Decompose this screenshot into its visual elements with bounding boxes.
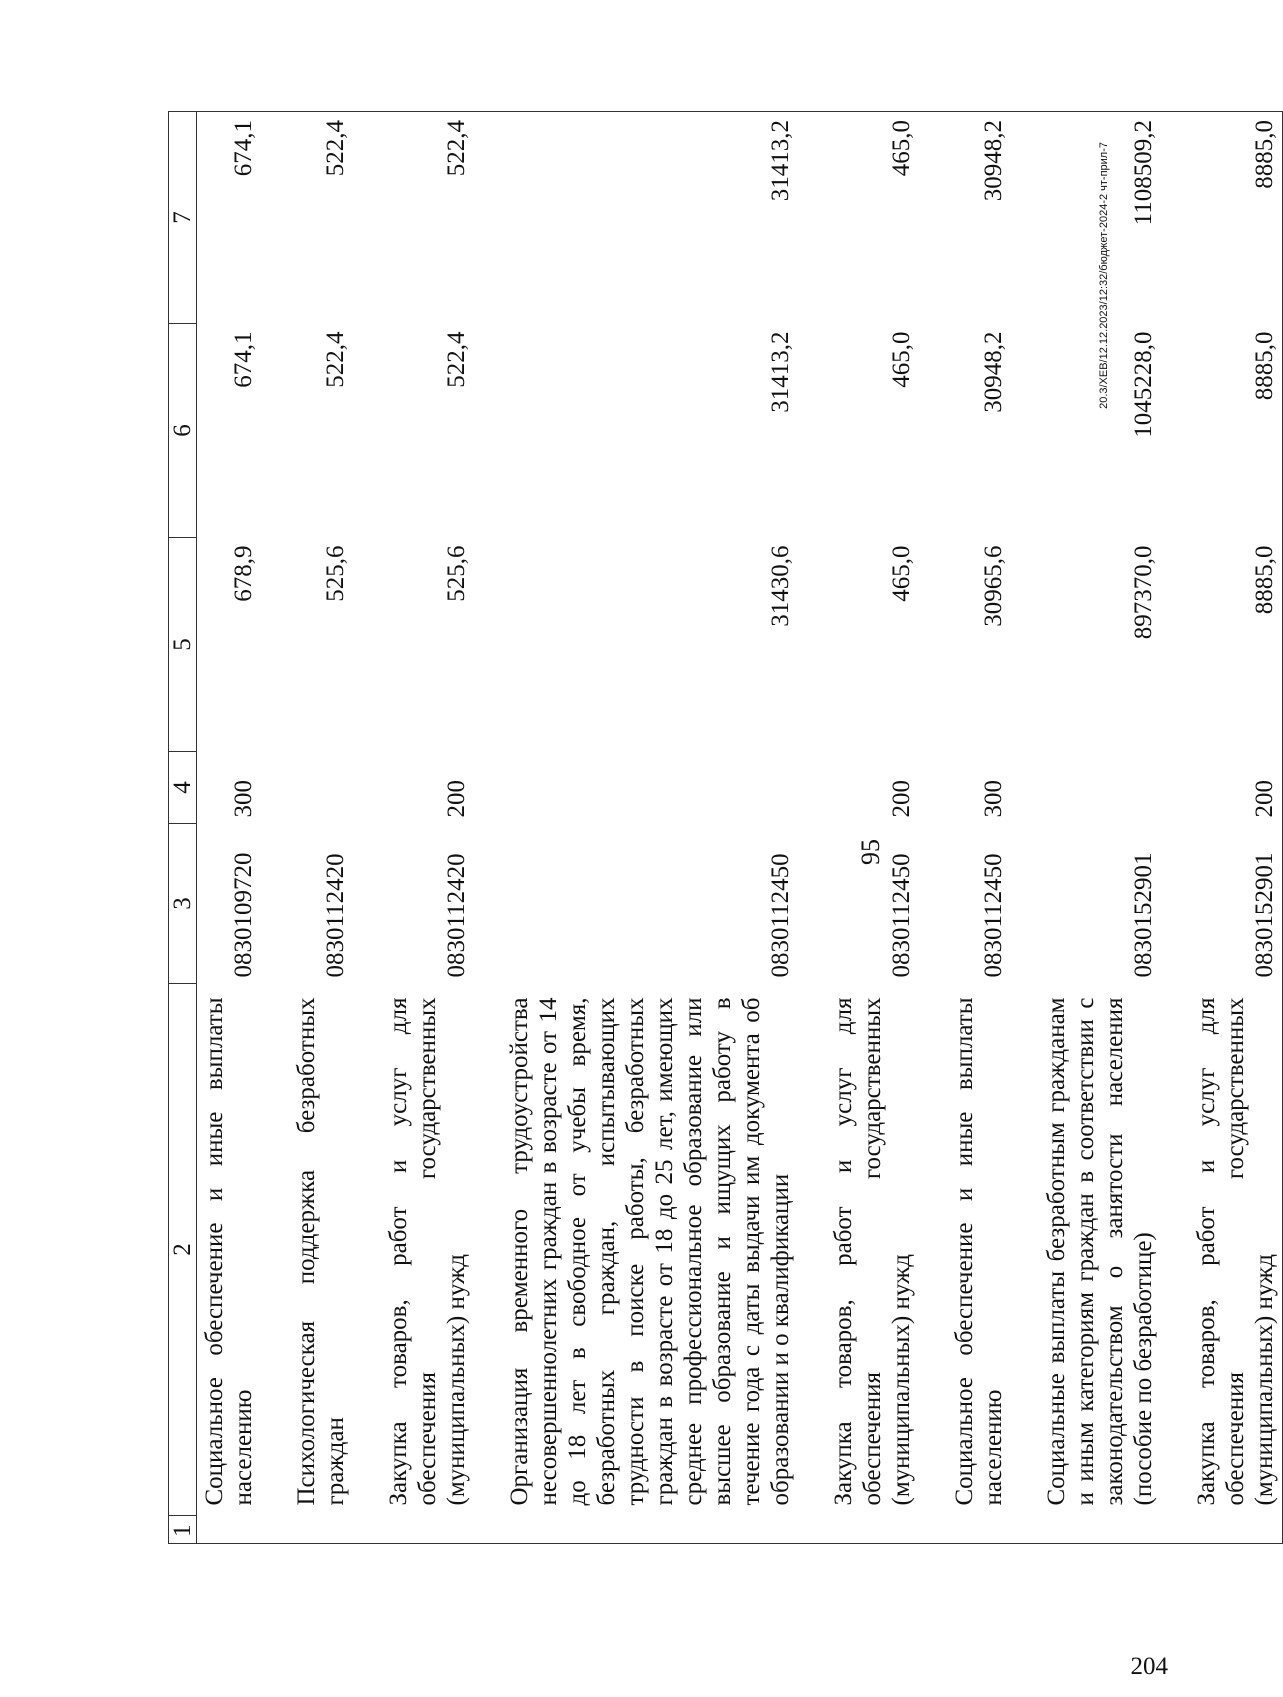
row-spacer [474, 112, 502, 1544]
row-cell-v6: 522,4 [443, 331, 470, 388]
row-cell-name: Закупка товаров, работ и услуг для обеспечения государственных (муниципальных) нужд [385, 997, 470, 1506]
row-cell-type: 300 [230, 780, 257, 818]
row-cell-col-1 [197, 1516, 262, 1544]
row-cell-name: Организация временного трудоустройства несовершеннолетних граждан в возрасте от 14 до 18 лет в свободное от учебы время, безработных граждан, испытывающих трудности в поиске работы, безработных граждан в возрасте от 18 до 25 лет, имеющих среднее профессиональное образование или высшее образование и ищущих работу в течение года с даты выдачи им документа об образовании и о квалификации [506, 997, 794, 1506]
header-col-6: 6 [169, 324, 197, 538]
rotated-sheet [48, 82, 1278, 1622]
row-cell-name: Психологическая поддержка безработных граждан [293, 997, 349, 1506]
row-cell-v5: 31430,6 [767, 545, 794, 627]
footer-code: 20.3/ХЕВ/12.12.2023/12:32/бюджет-2024-2 чт-прил-7 [1098, 142, 1110, 409]
row-cell-v5: 8885,0 [1189, 538, 1283, 752]
row-cell-col-1 [1189, 1516, 1283, 1544]
row-cell-type [289, 752, 353, 824]
row-spacer [1011, 112, 1039, 1544]
row-cell-v7: 31413,2 [502, 112, 798, 324]
row-cell-v5: 678,9 [230, 545, 257, 602]
table-row [197, 112, 262, 1544]
header-col-3: 3 [169, 824, 197, 984]
row-cell-col-1 [502, 1516, 798, 1544]
table-row [947, 112, 1011, 1544]
table-row [289, 112, 353, 1544]
row-cell-code: 0830112450 [888, 853, 915, 978]
row-cell-v5: 897370,0 [1130, 545, 1157, 640]
page-number: 95 [856, 839, 885, 865]
row-cell-name: Социальное обеспечение и иные выплаты населению [201, 997, 257, 1506]
row-cell-v7: 522,4 [381, 112, 474, 324]
row-cell-v7: 30948,2 [947, 112, 1011, 324]
row-cell-v5: 465,0 [888, 545, 915, 602]
table-row [502, 112, 798, 1544]
table-header-row [169, 112, 197, 1544]
row-spacer [353, 112, 381, 1544]
row-cell-v6: 31413,2 [767, 331, 794, 413]
row-cell-code: 0830109720 [230, 852, 257, 978]
row-cell-type: 200 [888, 780, 915, 818]
row-cell-v6: 30948,2 [980, 331, 1007, 413]
row-cell-v5: 525,6 [322, 545, 349, 602]
row-cell-type [502, 752, 798, 824]
row-cell-name: Социальные выплаты безработным гражданам и иным категориям граждан в соответствии с законодательством о занятости населения (пособие по безработице) [1043, 997, 1157, 1506]
row-cell-v5: 525,6 [443, 545, 470, 602]
row-cell-name: Закупка товаров, работ и услуг для обеспечения государственных (муниципальных) нужд [1189, 984, 1283, 1516]
row-cell-v7: 674,1 [197, 112, 262, 324]
row-cell-col-1 [826, 1516, 919, 1544]
row-cell-type: 300 [980, 780, 1007, 818]
row-cell-col-1 [289, 1516, 353, 1544]
row-cell-name: Социальное обеспечение и иные выплаты населению [951, 997, 1007, 1506]
row-cell-code: 0830152901 [1130, 852, 1157, 978]
header-col-4: 4 [169, 752, 197, 824]
row-spacer [261, 112, 289, 1544]
table-row [1189, 112, 1283, 1544]
row-cell-code: 0830112450 [767, 853, 794, 978]
row-spacer [919, 112, 947, 1544]
row-cell-code: 0830152901 [1189, 824, 1283, 984]
header-col-1: 1 [169, 1516, 197, 1544]
budget-table [168, 111, 1283, 1544]
row-cell-v6: 465,0 [888, 331, 915, 388]
table-row [381, 112, 474, 1544]
row-cell-col-1 [381, 1516, 474, 1544]
header-col-5: 5 [169, 538, 197, 752]
row-cell-v6: 1045228,0 [1130, 331, 1157, 438]
row-cell-type: 200 [443, 780, 470, 818]
row-cell-col-1 [947, 1516, 1011, 1544]
row-spacer [1161, 112, 1189, 1544]
row-cell-code: 0830112420 [443, 853, 470, 978]
row-spacer [798, 112, 826, 1544]
row-cell-code: 0830112420 [322, 853, 349, 978]
row-cell-v6: 674,1 [230, 331, 257, 388]
row-cell-v7: 1108509,2 [1039, 112, 1161, 324]
row-cell-v6: 522,4 [322, 331, 349, 388]
row-cell-v5: 30965,6 [980, 545, 1007, 627]
row-cell-name: Закупка товаров, работ и услуг для обеспечения государственных (муниципальных) нужд [830, 997, 915, 1506]
row-cell-v6: 8885,0 [1189, 324, 1283, 538]
sheet-number: 204 [1130, 1653, 1168, 1680]
header-col-7: 7 [169, 112, 197, 324]
row-cell-v7: 522,4 [289, 112, 353, 324]
row-cell-v7: 465,0 [826, 112, 919, 324]
header-col-2: 2 [169, 984, 197, 1516]
row-cell-code: 0830112450 [980, 853, 1007, 978]
table-row [826, 112, 919, 1544]
row-cell-type: 200 [1189, 752, 1283, 824]
table-body [197, 112, 1283, 1544]
row-cell-v7: 8885,0 [1189, 112, 1283, 324]
